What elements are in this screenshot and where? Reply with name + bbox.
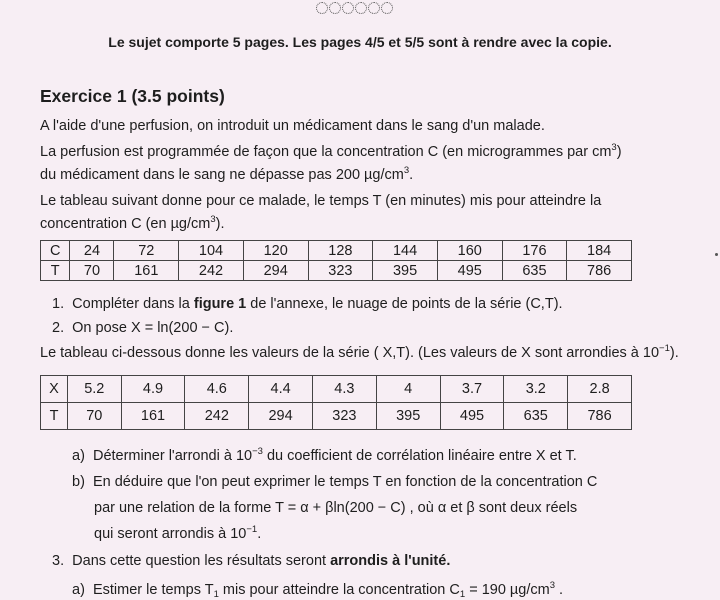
ornament-flower-icon — [368, 2, 380, 14]
table-row — [41, 376, 632, 403]
intro-line-2: La perfusion est programmée de façon que la concentration C (en microgrammes par $cm^3$) — [40, 142, 622, 160]
intro-line-3: du médicament dans le sang ne dépasse pas 200 $\mu g/cm^3$. — [40, 165, 414, 183]
cell-c: 72 — [114, 241, 179, 261]
cell-t: 635 — [502, 261, 567, 281]
cell-t: 786 — [567, 261, 632, 281]
intro-line-4: Le tableau suivant donne pour ce malade, le temps T (en minutes) mis pour atteindre la — [40, 193, 602, 209]
cell-c: 128 — [308, 241, 373, 261]
ornament-flower-icon — [342, 2, 354, 14]
cell-t: 323 — [308, 261, 373, 281]
ornament-flower-icon — [381, 2, 393, 14]
page-notice: Le sujet comporte 5 pages. Les pages 4/5 et 5/5 sont à rendre avec la copie. — [108, 34, 612, 50]
cell-t: 323 — [312, 403, 376, 430]
cell-t: 495 — [437, 261, 502, 281]
row-label: T — [41, 261, 70, 281]
cell-c: 24 — [70, 241, 114, 261]
row-label: C — [41, 241, 70, 261]
table-row — [41, 241, 632, 261]
cell-t: 242 — [185, 403, 249, 430]
question-2b-line-1: b) En déduire que l'on peut exprimer le temps T en fonction de la concentration C — [72, 474, 598, 490]
margin-dot — [715, 253, 718, 256]
header-ornament — [316, 0, 396, 16]
exercise-title: Exercice 1 (3.5 points) — [40, 86, 225, 106]
cell-t: 70 — [70, 261, 114, 281]
question-2b-line-2: par une relation de la forme T = α + βln(200 − C) , où α et β sont deux réels — [94, 500, 578, 516]
intro-line-1: A l'aide d'une perfusion, on introduit un médicament dans le sang d'un malade. — [40, 118, 545, 134]
question-1: 1. Compléter dans la figure 1 de l'annexe, le nuage de points de la série (C,T). — [52, 296, 563, 312]
question-2b-line-3: qui seront arrondis à $10^{-1}$. — [94, 524, 262, 542]
intro-line-5: concentration C (en $\mu g/cm^3$). — [40, 214, 225, 232]
row-label: X — [41, 376, 68, 403]
cell-t: 161 — [121, 403, 185, 430]
cell-x: 5.2 — [68, 376, 122, 403]
ornament-flower-icon — [316, 2, 328, 14]
cell-x: 3.2 — [504, 376, 568, 403]
table2-intro: Le tableau ci-dessous donne les valeurs de la série ( X,T). (Les valeurs de X sont arrondies à $10^{-1}$). — [40, 343, 679, 361]
cell-c: 144 — [373, 241, 438, 261]
cell-t: 495 — [440, 403, 504, 430]
cell-c: 104 — [179, 241, 244, 261]
cell-c: 176 — [502, 241, 567, 261]
question-3a: a) Estimer le temps $T_1$ mis pour atteindre la concentration $C_1 = 190$ $\mu g/cm^3$ . — [72, 580, 564, 600]
cell-x: 4 — [376, 376, 440, 403]
cell-c: 184 — [567, 241, 632, 261]
cell-t: 395 — [376, 403, 440, 430]
question-3: 3. Dans cette question les résultats seront arrondis à l'unité. — [52, 553, 451, 569]
cell-x: 4.6 — [185, 376, 249, 403]
question-2a: a) Déterminer l'arrondi à $10^{-3}$ du coefficient de corrélation linéaire entre X et T. — [72, 446, 577, 464]
cell-x: 4.3 — [312, 376, 376, 403]
cell-t: 70 — [68, 403, 122, 430]
cell-x: 2.8 — [568, 376, 632, 403]
cell-t: 161 — [114, 261, 179, 281]
table-row — [41, 403, 632, 430]
cell-t: 294 — [243, 261, 308, 281]
cell-t: 635 — [504, 403, 568, 430]
table-row — [41, 261, 632, 281]
cell-t: 242 — [179, 261, 244, 281]
row-label: T — [41, 403, 68, 430]
question-2: 2. On pose X = ln(200 − C). — [52, 320, 234, 336]
cell-c: 160 — [437, 241, 502, 261]
ornament-flower-icon — [355, 2, 367, 14]
ornament-flower-icon — [329, 2, 341, 14]
cell-x: 4.4 — [249, 376, 313, 403]
cell-x: 3.7 — [440, 376, 504, 403]
table-x-t — [40, 375, 632, 430]
table-c-t — [40, 240, 632, 281]
cell-t: 786 — [568, 403, 632, 430]
cell-t: 294 — [249, 403, 313, 430]
cell-c: 120 — [243, 241, 308, 261]
cell-t: 395 — [373, 261, 438, 281]
cell-x: 4.9 — [121, 376, 185, 403]
